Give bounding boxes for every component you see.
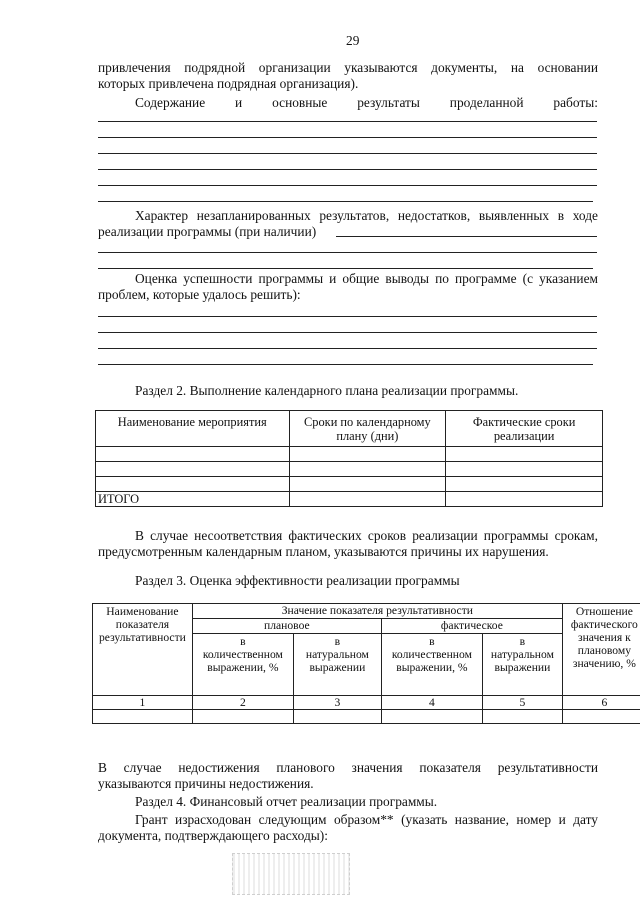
section4-title: Раздел 4. Финансовый отчет реализации программы. xyxy=(135,794,438,809)
table-cell[interactable] xyxy=(96,447,290,462)
col-number: 2 xyxy=(192,696,293,710)
section2-note-line2: предусмотренным календарным планом, указываются причины их нарушения. xyxy=(98,544,549,559)
table-cell[interactable] xyxy=(293,710,381,724)
header-plan-terms: Сроки по календарному плану (дни) xyxy=(289,411,446,447)
header-actual-terms: Фактические сроки реализации xyxy=(446,411,603,447)
content-word: результаты xyxy=(357,95,420,110)
table-cell[interactable] xyxy=(446,492,603,507)
total-label: ИТОГО xyxy=(96,492,290,507)
para-contractor-line1: привлечения подрядной организации указываются документы, на основании xyxy=(98,60,598,75)
para-contractor-line2: которых привлечена подрядная организация). xyxy=(98,76,359,91)
table-cell[interactable] xyxy=(446,447,603,462)
fill-line[interactable] xyxy=(98,316,597,317)
unplanned-line1: Характер незапланированных результатов, недостатков, выявленных в ходе xyxy=(135,208,598,223)
col-planned: плановое xyxy=(192,619,381,634)
header-activity: Наименование мероприятия xyxy=(96,411,290,447)
table-cell[interactable] xyxy=(289,447,446,462)
faded-stamp xyxy=(232,853,350,895)
fill-line[interactable] xyxy=(98,201,593,202)
col-number: 3 xyxy=(293,696,381,710)
fill-line[interactable] xyxy=(98,137,597,138)
table-cell[interactable] xyxy=(446,477,603,492)
fill-line[interactable] xyxy=(336,236,597,237)
fill-line[interactable] xyxy=(98,268,593,269)
fill-line[interactable] xyxy=(98,153,597,154)
col-number: 1 xyxy=(93,696,193,710)
table-cell[interactable] xyxy=(289,462,446,477)
col-actual-natural: в натуральном выражении xyxy=(482,634,562,696)
success-line1: Оценка успешности программы и общие выводы по программе (с указанием xyxy=(135,271,598,286)
section3-title: Раздел 3. Оценка эффективности реализации программы xyxy=(135,573,460,588)
table-cell[interactable] xyxy=(93,710,193,724)
fill-line[interactable] xyxy=(98,332,597,333)
effectiveness-table xyxy=(92,603,640,724)
fill-line[interactable] xyxy=(98,364,593,365)
col-actual-quant: в количественном выражении, % xyxy=(381,634,482,696)
grant-line1: Грант израсходован следующим образом** (указать название, номер и дату xyxy=(135,812,598,827)
not-achieved-line2: указываются причины недостижения. xyxy=(98,776,314,791)
col-number: 6 xyxy=(562,696,640,710)
content-word: и xyxy=(235,95,243,110)
col-number: 4 xyxy=(381,696,482,710)
fill-line[interactable] xyxy=(98,348,597,349)
content-heading xyxy=(135,95,598,111)
table-cell[interactable] xyxy=(96,477,290,492)
success-line2: проблем, которые удалось решить): xyxy=(98,287,301,302)
content-word: Содержание xyxy=(135,95,206,110)
table-cell[interactable] xyxy=(446,462,603,477)
fill-line[interactable] xyxy=(98,185,597,186)
col-planned-natural: в натуральном выражении xyxy=(293,634,381,696)
page-number: 29 xyxy=(346,33,360,48)
calendar-plan-table xyxy=(95,410,603,507)
table-cell[interactable] xyxy=(289,477,446,492)
fill-line[interactable] xyxy=(98,252,597,253)
unplanned-line2: реализации программы (при наличии) xyxy=(98,224,317,239)
table-cell[interactable] xyxy=(96,462,290,477)
col-actual: фактическое xyxy=(381,619,562,634)
table-cell[interactable] xyxy=(289,492,446,507)
content-word: проделанной xyxy=(449,95,524,110)
not-achieved-line1: В случае недостижения планового значения показателя результативности xyxy=(98,760,598,775)
fill-line[interactable] xyxy=(98,169,597,170)
col-planned-quant: в количественном выражении, % xyxy=(192,634,293,696)
col-indicator-value: Значение показателя результативности xyxy=(192,604,562,619)
col-indicator-name: Наименование показателя результативности xyxy=(93,604,193,696)
col-ratio: Отношение фактического значения к плановому значению, % xyxy=(562,604,640,696)
grant-line2: документа, подтверждающего расходы): xyxy=(98,828,328,843)
col-number: 5 xyxy=(482,696,562,710)
content-word: работы: xyxy=(553,95,598,110)
fill-line[interactable] xyxy=(98,121,597,122)
content-word: основные xyxy=(272,95,328,110)
table-cell[interactable] xyxy=(381,710,482,724)
section2-note-line1: В случае несоответствия фактических сроков реализации программы срокам, xyxy=(135,528,598,543)
table-cell[interactable] xyxy=(192,710,293,724)
table-cell[interactable] xyxy=(482,710,562,724)
section2-title: Раздел 2. Выполнение календарного плана реализации программы. xyxy=(135,383,519,398)
table-cell[interactable] xyxy=(562,710,640,724)
